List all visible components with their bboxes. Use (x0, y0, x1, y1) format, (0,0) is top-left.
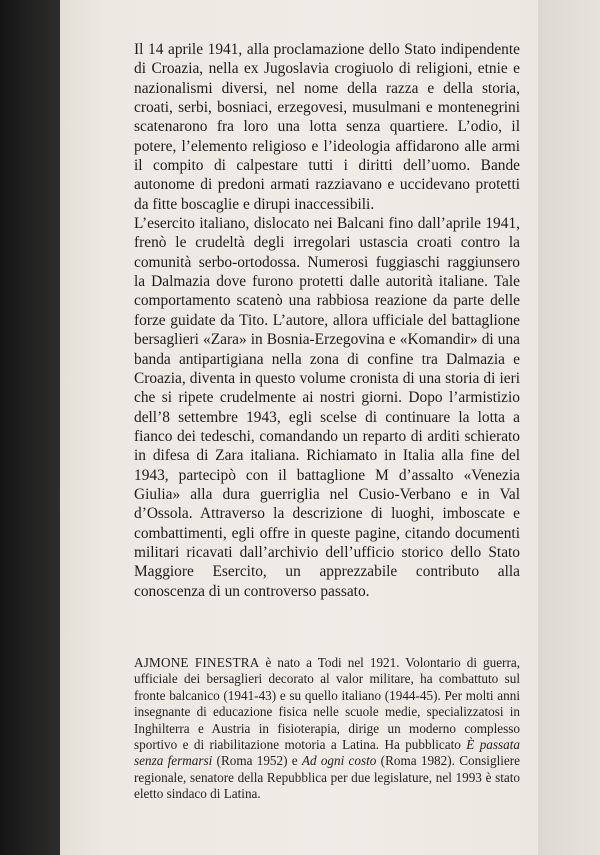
book-description (134, 40, 520, 601)
description-paragraph-2: L’esercito italiano, dislocato nei Balcani fino dall’aprile 1941, frenò le crudeltà degli irregolari ustascia croati contro la comunità serbo-ortodossa. Numerosi fuggiaschi raggiunsero la Dalmazia dove furono protetti dalle autorità italiane. Tale comportamento scatenò una rabbiosa reazione da parte delle forze guidate da Tito. L’autore, allora ufficiale del battaglione bersaglieri «Zara» in Bosnia-Erzegovina e «Komandir» di una banda antipartigiana nella zona di confine tra Dalmazia e Croazia, diventa in questo volume cronista di una storia di ieri che si ripete crudelmente ai nostri giorni. Dopo l’armistizio dell’8 settembre 1943, egli scelse di continuare la lotta a fianco dei tedeschi, comandando un reparto di arditi schierato in difesa di Zara italiana. Richiamato in Italia alla fine del 1943, partecipò con il battaglione M d’assalto «Venezia Giulia» alla dura guerriglia nel Cusio-Verbano e in Val d’Ossola. Attraverso la descrizione di luoghi, imboscate e combattimenti, egli offre in queste pagine, citando documenti militari ricavati dall’archivio dell’ufficio storico dello Stato Maggiore Esercito, un apprezzabile contributo alla conoscenza di un controverso passato. (134, 215, 520, 600)
book-spine (0, 0, 60, 855)
description-paragraph-1: Il 14 aprile 1941, alla proclamazione dello Stato indipendente di Croazia, nella ex Jugoslavia crogiuolo di religioni, etnie e nazionalismi diversi, nel nome della razza e della storia, croati, serbi, bosniaci, erzegovesi, musulmani e montenegrini scatenarono fra loro una lotta senza quartiere. L’odio, il potere, l’elemento religioso e l’ideologia affidarono alle armi il compito di calpestare tutti i diritti dell’uomo. Bande autonome di predoni armati razziavano e uccidevano protetti da fitte boscaglie e dirupi inaccessibili. (134, 41, 520, 213)
author-bio-text-2: (Roma 1952) e (212, 753, 302, 769)
page-edge (538, 0, 600, 855)
author-bio-paragraph (134, 655, 520, 803)
author-bio-text-1: è nato a Todi nel 1921. Volontario di guerra, ufficiale dei bersaglieri decorato al valor militare, ha combattuto sul fronte balcanico (1941-43) e su quello italiano (1944-45). Per molti anni insegnante di educazione fisica nelle scuole medie, specializzatosi in Inghilterra e Austria in fisioterapia, dirige un moderno complesso sportivo e di riabilitazione motoria a Latina. Ha pubblicato (134, 655, 520, 753)
book-title-1: È passata senza fermarsi (134, 737, 520, 769)
author-bio (134, 655, 520, 803)
book-title-2: Ad ogni costo (301, 753, 377, 769)
author-bio-text-3: (Roma 1982). Consigliere regionale, senatore della Repubblica per due legislature, nel 1993 è stato eletto sindaco di Latina. (134, 753, 520, 802)
author-name: AJMONE FINESTRA (134, 655, 260, 670)
